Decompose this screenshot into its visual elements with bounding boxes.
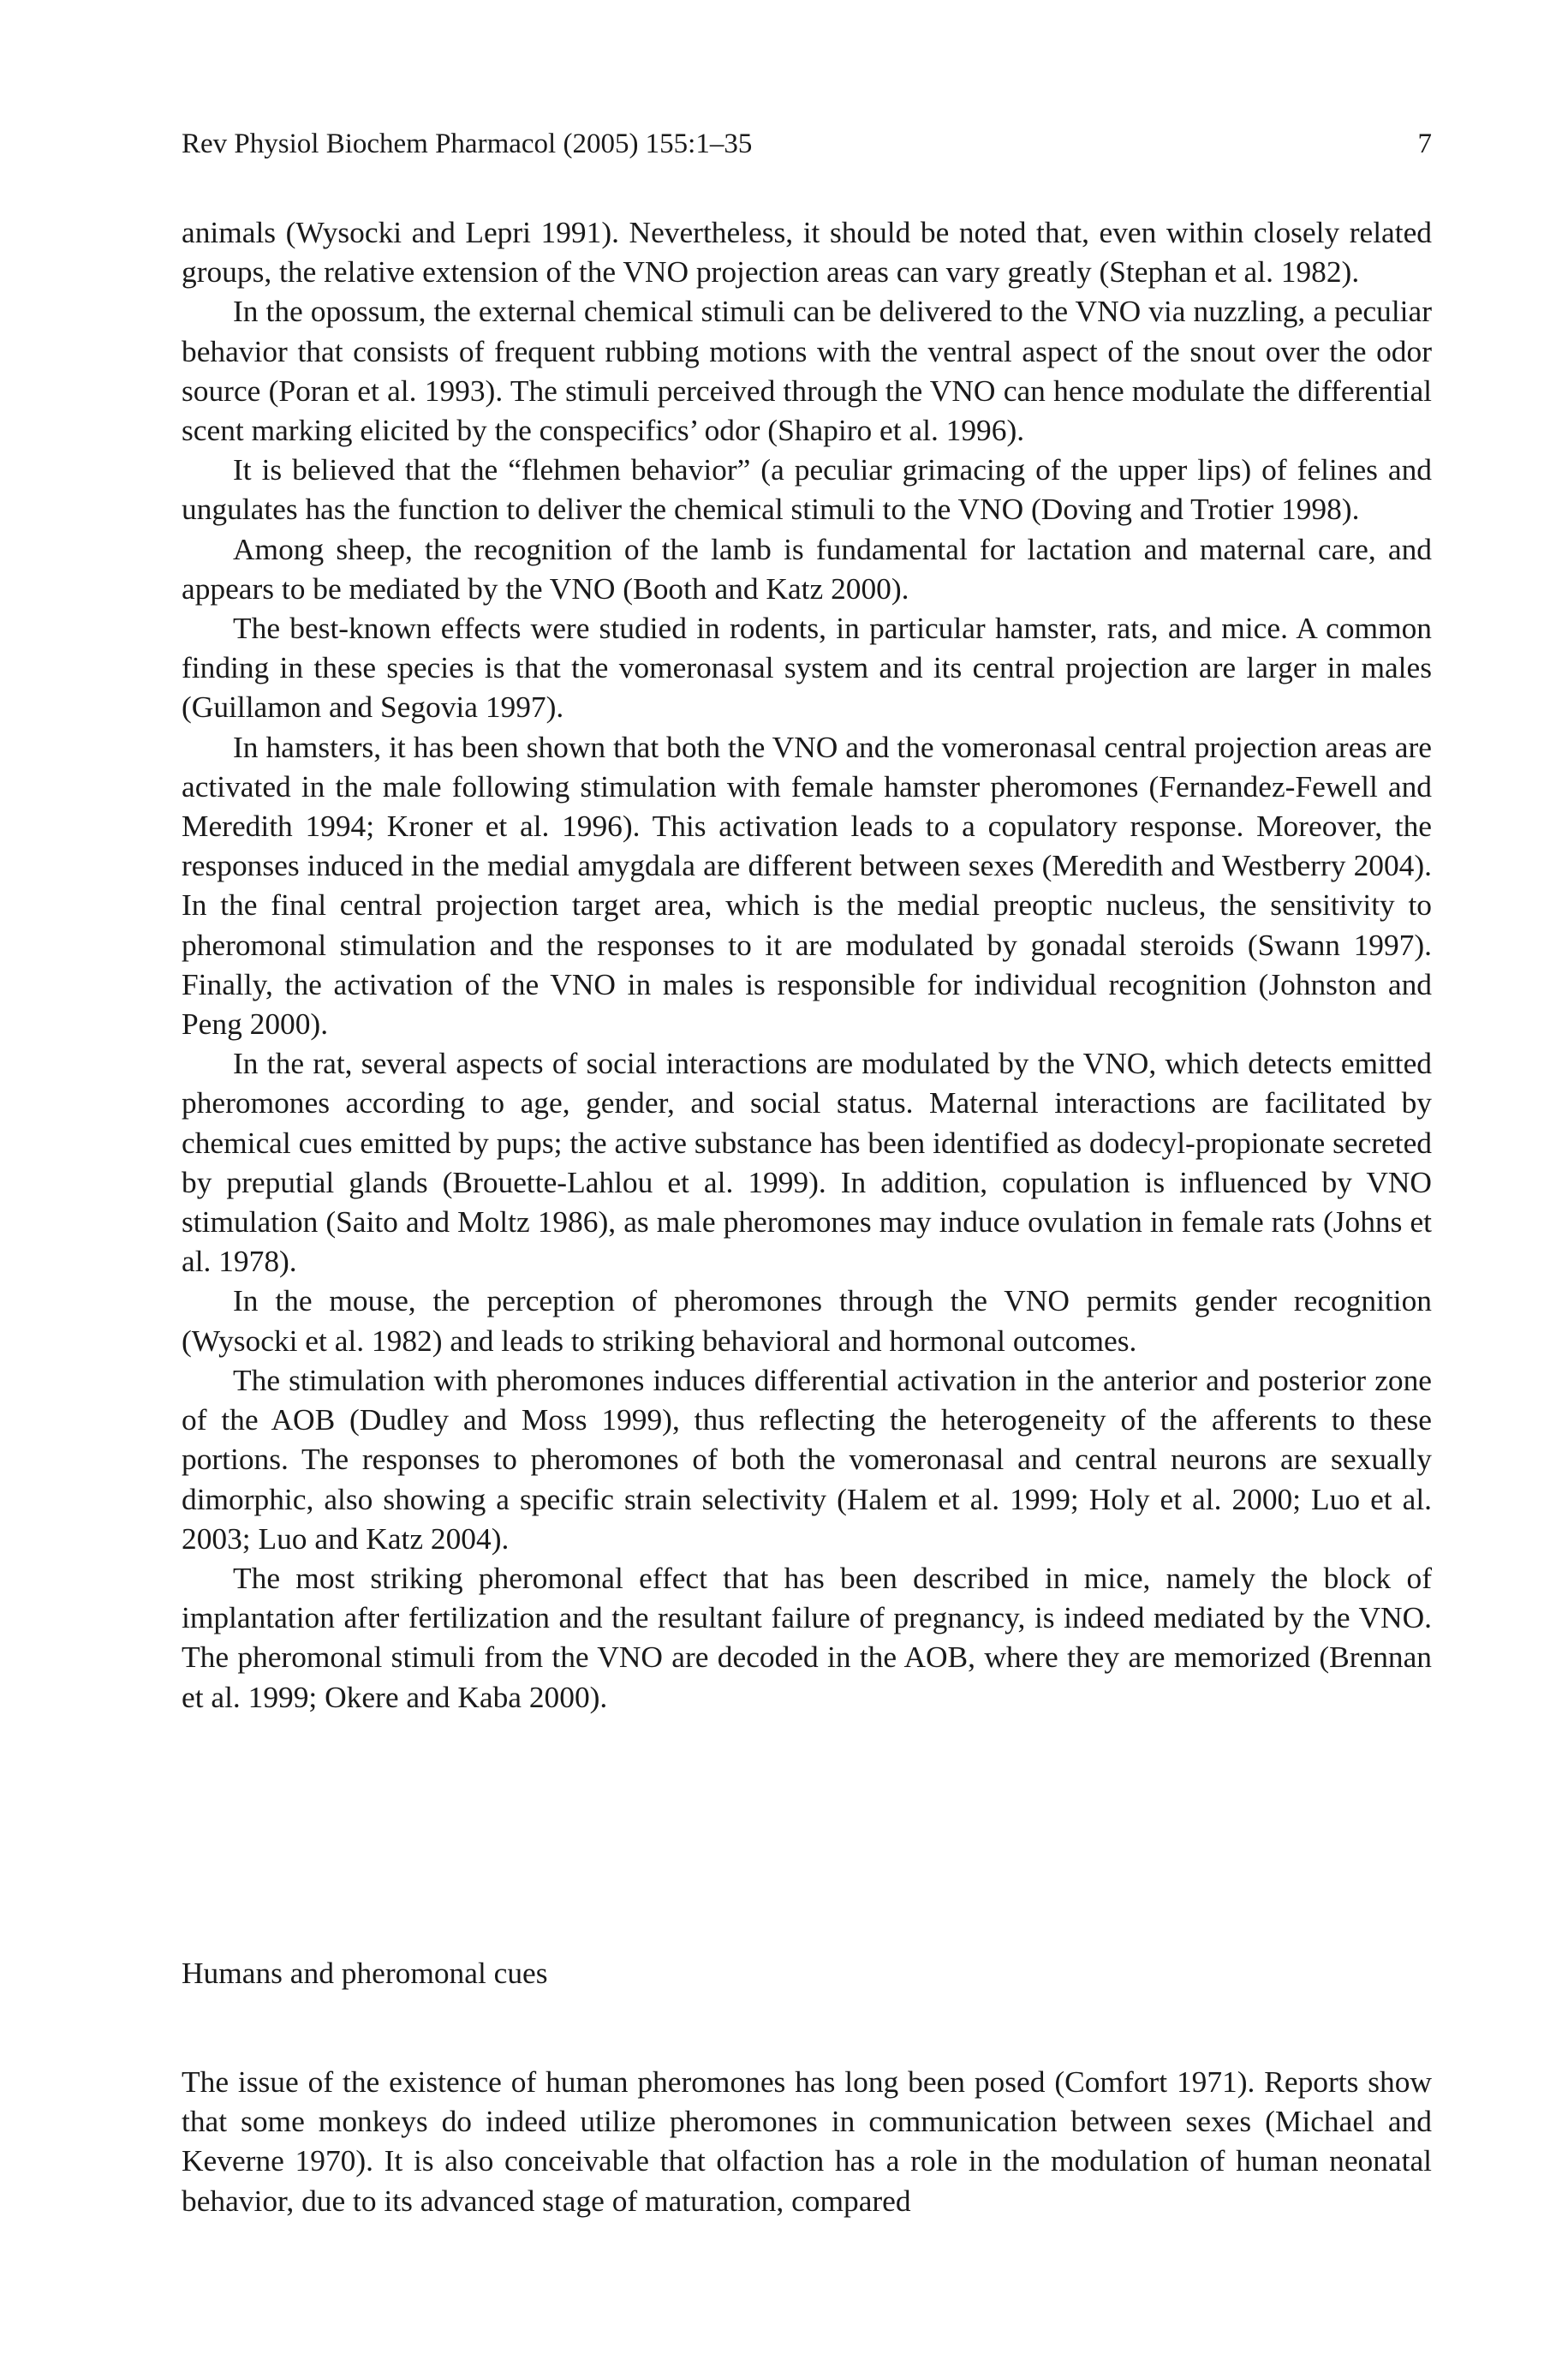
section-body (182, 2062, 1432, 2220)
paragraph-aob-stimulation: The stimulation with pheromones induces differential activation in the anterior and posterior zone of the AOB (Dudley and Moss 1999), thus reflecting the heterogeneity of the afferents to these portions. The responses to pheromones of both the vomeronasal and central neurons are sexually dimorphic, also showing a specific strain selectivity (Halem et al. 1999; Holy et al. 2000; Luo et al. 2003; Luo and Katz 2004). (182, 1362, 1432, 1556)
paragraph-opossum: In the opossum, the external chemical stimuli can be delivered to the VNO via nuzzling, a peculiar behavior that consists of frequent rubbing motions with the ventral aspect of the snout over the odor source (Poran et al. 1993). The stimuli perceived through the VNO can hence modulate the differential scent marking elicited by the conspecifics’ odor (Shapiro et al. 1996). (182, 294, 1432, 448)
journal-citation: Rev Physiol Biochem Pharmacol (2005) 155:1–35 (182, 128, 753, 159)
paragraph-pregnancy-block: The most striking pheromonal effect that has been described in mice, namely the block of implantation after fertilization and the resultant failure of pregnancy, is indeed mediated by the VNO. The pheromonal stimuli from the VNO are decoded in the AOB, where they are memorized (Brennan et al. 1999; Okere and Kaba 2000). (182, 1560, 1432, 1714)
paragraph-continued: animals (Wysocki and Lepri 1991). Nevertheless, it should be noted that, even within closely related groups, the relative extension of the VNO projection areas can vary greatly (Stephan et al. 1982). (182, 215, 1432, 290)
paragraph-rat: In the rat, several aspects of social interactions are modulated by the VNO, which detects emitted pheromones according to age, gender, and social status. Maternal interactions are facilitated by chemical cues emitted by pups; the active substance has been identified as dodecyl-propionate secreted by preputial glands (Brouette-Lahlou et al. 1999). In addition, copulation is influenced by VNO stimulation (Saito and Moltz 1986), as male pheromones may induce ovulation in female rats (Johns et al. 1978). (182, 1046, 1432, 1279)
paragraph-sheep: Among sheep, the recognition of the lamb is fundamental for lactation and maternal care, and appears to be mediated by the VNO (Booth and Katz 2000). (182, 531, 1432, 606)
body-text (182, 212, 1432, 1717)
section-heading: Humans and pheromonal cues (182, 1956, 548, 1990)
paragraph-hamsters: In hamsters, it has been shown that both the VNO and the vomeronasal central projection areas are activated in the male following stimulation with female hamster pheromones (Fernandez-Fewell and Meredith 1994; Kroner et al. 1996). This activation leads to a copulatory response. Moreover, the responses induced in the medial amygdala are different between sexes (Meredith and Westberry 2004). In the final central projection target area, which is the medial preoptic nucleus, the sensitivity to pheromonal stimulation and the responses to it are modulated by gonadal steroids (Swann 1997). Finally, the activation of the VNO in males is responsible for individual recognition (Johnston and Peng 2000). (182, 729, 1432, 1042)
running-header (182, 127, 1432, 161)
page-number: 7 (1417, 128, 1432, 159)
paragraph-mouse: In the mouse, the perception of pheromones through the VNO permits gender recognition (Wysocki et al. 1982) and leads to striking behavioral and hormonal outcomes. (182, 1283, 1432, 1358)
paragraph-flehmen: It is believed that the “flehmen behavior” (a peculiar grimacing of the upper lips) of felines and ungulates has the function to deliver the chemical stimuli to the VNO (Doving and Trotier 1998). (182, 452, 1432, 527)
paragraph-human-pheromones: The issue of the existence of human pheromones has long been posed (Comfort 1971). Reports show that some monkeys do indeed utilize pheromones in communication between sexes (Michael and Keverne 1970). It is also conceivable that olfaction has a role in the modulation of human neonatal behavior, due to its advanced stage of maturation, compared (182, 2064, 1432, 2218)
paragraph-rodents: The best-known effects were studied in rodents, in particular hamster, rats, and mice. A common finding in these species is that the vomeronasal system and its central projection are larger in males (Guillamon and Segovia 1997). (182, 611, 1432, 725)
